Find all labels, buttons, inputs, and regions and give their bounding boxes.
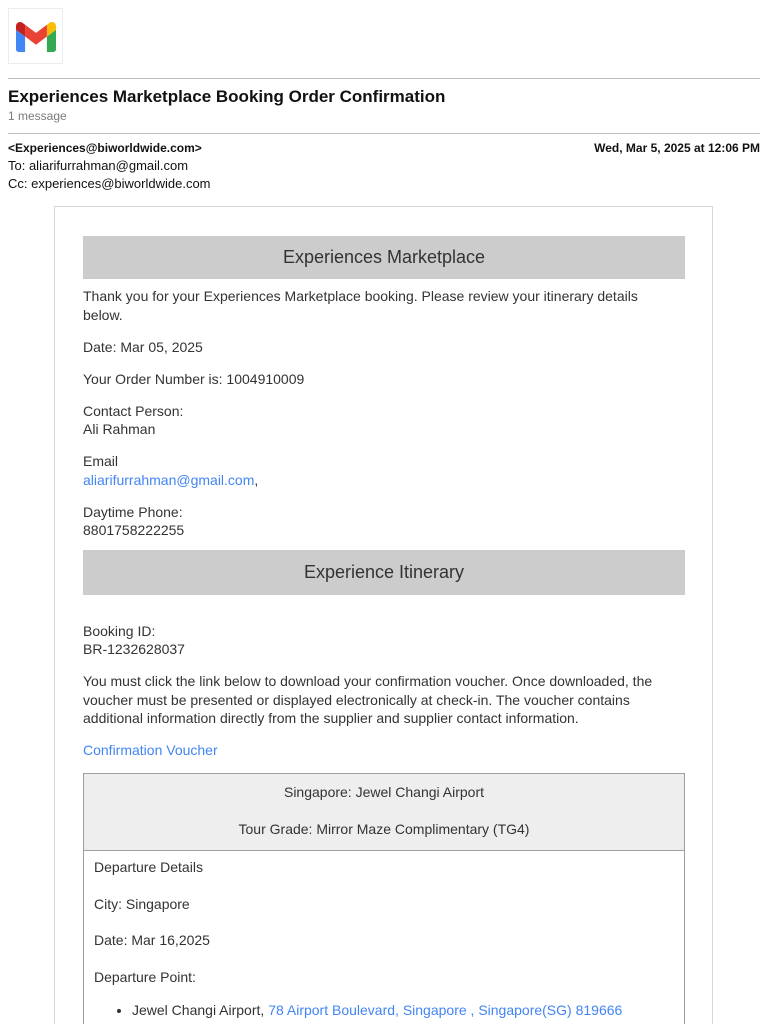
departure-city: City: Singapore — [94, 895, 190, 912]
experience-details-table — [83, 773, 685, 1024]
email-value-line — [83, 471, 668, 490]
experience-location: Singapore: Jewel Changi Airport — [283, 784, 484, 800]
departure-point-list — [94, 1001, 674, 1020]
confirmation-voucher-link[interactable]: Confirmation Voucher — [83, 742, 218, 758]
contact-name: Ali Rahman — [83, 421, 156, 437]
to-line: To: aliarifurrahman@gmail.com — [8, 158, 189, 173]
phone-value: 8801758222255 — [83, 522, 185, 538]
email-subject: Experiences Marketplace Booking Order Confirmation — [8, 87, 446, 106]
departure-details — [84, 851, 684, 1020]
email-body — [54, 206, 713, 1024]
departure-date: Date: Mar 16,2025 — [94, 932, 210, 948]
email-recipients — [8, 140, 211, 193]
voucher-instructions: You must click the link below to download your confirmation voucher. Once downloaded, the voucher must be presented or displayed electronically at check-in. The voucher contains additional information directly from the supplier and supplier contact information. — [83, 673, 653, 726]
tour-grade: Tour Grade: Mirror Maze Complimentary (TG4) — [238, 821, 530, 837]
section-header-itinerary: Experience Itinerary — [83, 550, 685, 595]
gmail-logo-icon — [16, 22, 56, 52]
departure-point-name: Jewel Changi Airport, — [132, 1001, 265, 1018]
intro-text: Thank you for your Experiences Marketplace booking. Please review your itinerary details below. — [83, 288, 638, 323]
email-info — [83, 452, 668, 489]
sender-address: <Experiences@biworldwide.com> — [8, 140, 202, 155]
order-number: Your Order Number is: 1004910009 — [83, 370, 305, 387]
sent-date: Wed, Mar 5, 2025 at 12:06 PM — [594, 140, 760, 155]
experience-header — [84, 774, 684, 851]
message-count: 1 message — [8, 109, 67, 123]
booking-id — [83, 622, 668, 659]
departure-heading: Departure Details — [94, 859, 203, 875]
booking-date: Date: Mar 05, 2025 — [83, 338, 203, 355]
list-item — [132, 1001, 674, 1020]
booking-id-value: BR-1232628037 — [83, 641, 185, 657]
section-header-marketplace: Experiences Marketplace — [83, 236, 685, 279]
contact-person — [83, 402, 668, 439]
departure-point-label: Departure Point: — [94, 968, 196, 985]
subject-divider — [8, 133, 760, 134]
voucher-link-line — [83, 741, 668, 760]
departure-point-address-link[interactable]: 78 Airport Boulevard, Singapore , Singapore(SG) 819666 — [268, 1001, 623, 1018]
cc-line: Cc: experiences@biworldwide.com — [8, 175, 211, 191]
booking-id-label: Booking ID: — [83, 622, 156, 639]
daytime-phone — [83, 503, 668, 540]
header-divider — [8, 78, 760, 79]
email-separator: , — [254, 471, 259, 488]
email-label: Email — [83, 453, 119, 469]
gmail-logo — [8, 8, 63, 64]
contact-label: Contact Person: — [83, 402, 184, 419]
email-link[interactable]: aliarifurrahman@gmail.com — [83, 471, 255, 488]
phone-label: Daytime Phone: — [83, 503, 183, 520]
